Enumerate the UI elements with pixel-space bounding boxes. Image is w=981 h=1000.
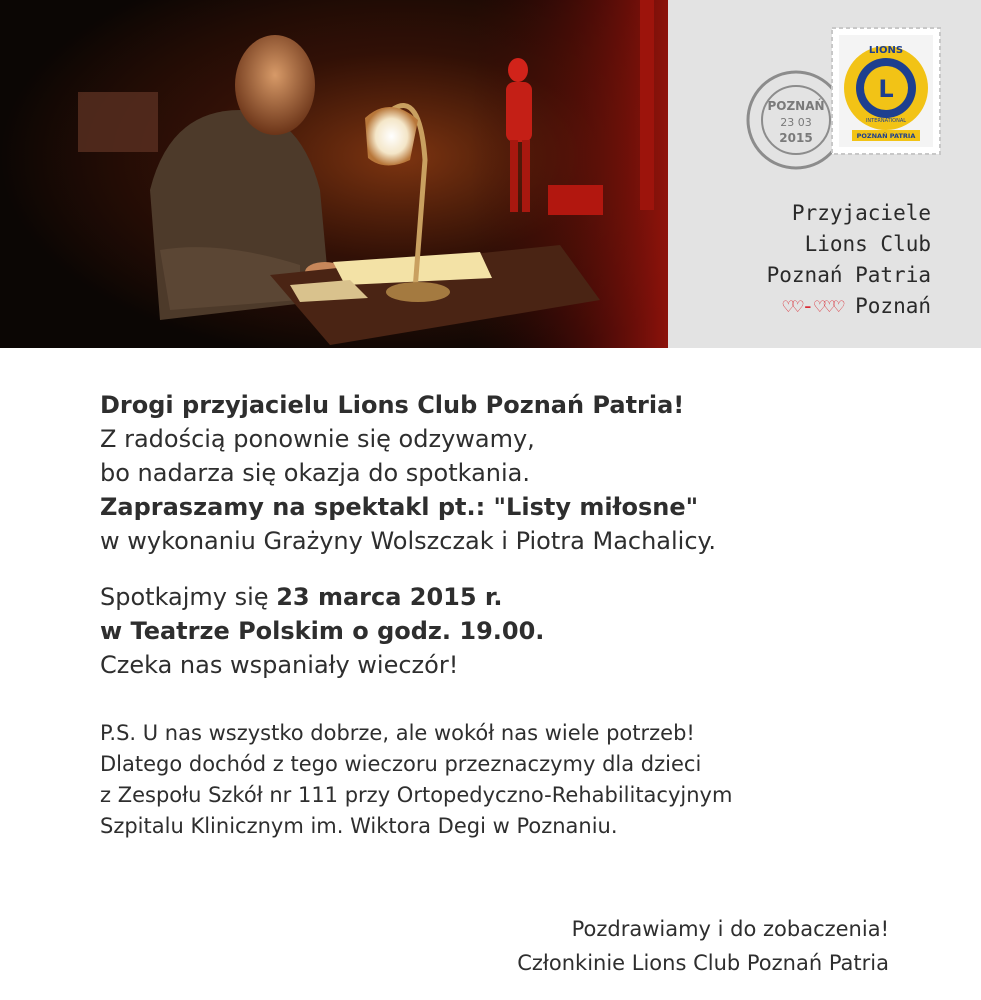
stamp-ribbon: INTERNATIONAL — [865, 118, 907, 124]
meet-prefix: Spotkajmy się — [100, 583, 277, 611]
meet-line — [100, 580, 930, 614]
organizer-block — [767, 198, 931, 323]
stamp-banner: POZNAŃ PATRIA — [856, 132, 916, 140]
letter-line-2: Z radością ponownie się odzywamy, — [100, 425, 535, 453]
stamp-brand: LIONS — [868, 45, 904, 56]
ps-line-2: Dlatego dochód z tego wieczoru przeznaczymy dla dzieci — [100, 752, 702, 776]
ps-line-4: Szpitalu Klinicznym im. Wiktora Degi w Poznaniu. — [100, 814, 618, 838]
hearts-city-line — [767, 291, 931, 323]
venue-line: w Teatrze Polskim o godz. 19.00. — [100, 617, 545, 645]
greeting: Drogi przyjacielu Lions Club Poznań Patria! — [100, 391, 685, 419]
lions-stamp-icon — [830, 26, 942, 156]
ps-line-1: P.S. U nas wszystko dobrze, ale wokół nas wiele potrzeb! — [100, 721, 695, 745]
postmark-day: 23 03 — [780, 116, 812, 129]
letter-body — [100, 388, 930, 842]
stamp-letter: L — [878, 75, 894, 103]
organizer-line-1: Przyjaciele — [791, 201, 931, 225]
hearts-left-icon: ♡♡ — [782, 296, 802, 318]
theatre-photo-icon — [0, 0, 668, 348]
closing-line-2: Członkinie Lions Club Poznań Patria — [517, 951, 889, 975]
postmark-city: POZNAŃ — [767, 99, 825, 113]
closing-line-1: Pozdrawiamy i do zobaczenia! — [571, 917, 889, 941]
hearts-dash: - — [801, 294, 815, 318]
organizer-line-3: Poznań Patria — [766, 263, 931, 287]
city-label: Poznań — [855, 294, 931, 318]
invitation-line: Zapraszamy na spektakl pt.: "Listy miłosne" — [100, 493, 699, 521]
closing-block — [517, 912, 889, 980]
organizer-line-2: Lions Club — [804, 232, 931, 256]
meet-date: 23 marca 2015 r. — [276, 583, 503, 611]
evening-line: Czeka nas wspaniały wieczór! — [100, 651, 459, 679]
performers-line: w wykonaniu Grażyny Wolszczak i Piotra Machalicy. — [100, 527, 716, 555]
ps-line-3: z Zespołu Szkół nr 111 przy Ortopedyczno-Rehabilitacyjnym — [100, 783, 733, 807]
letter-line-3: bo nadarza się okazja do spotkania. — [100, 459, 531, 487]
postmark-year: 2015 — [779, 131, 813, 145]
theatre-photo — [0, 0, 668, 348]
hearts-right-icon: ♡♡♡ — [814, 296, 843, 318]
